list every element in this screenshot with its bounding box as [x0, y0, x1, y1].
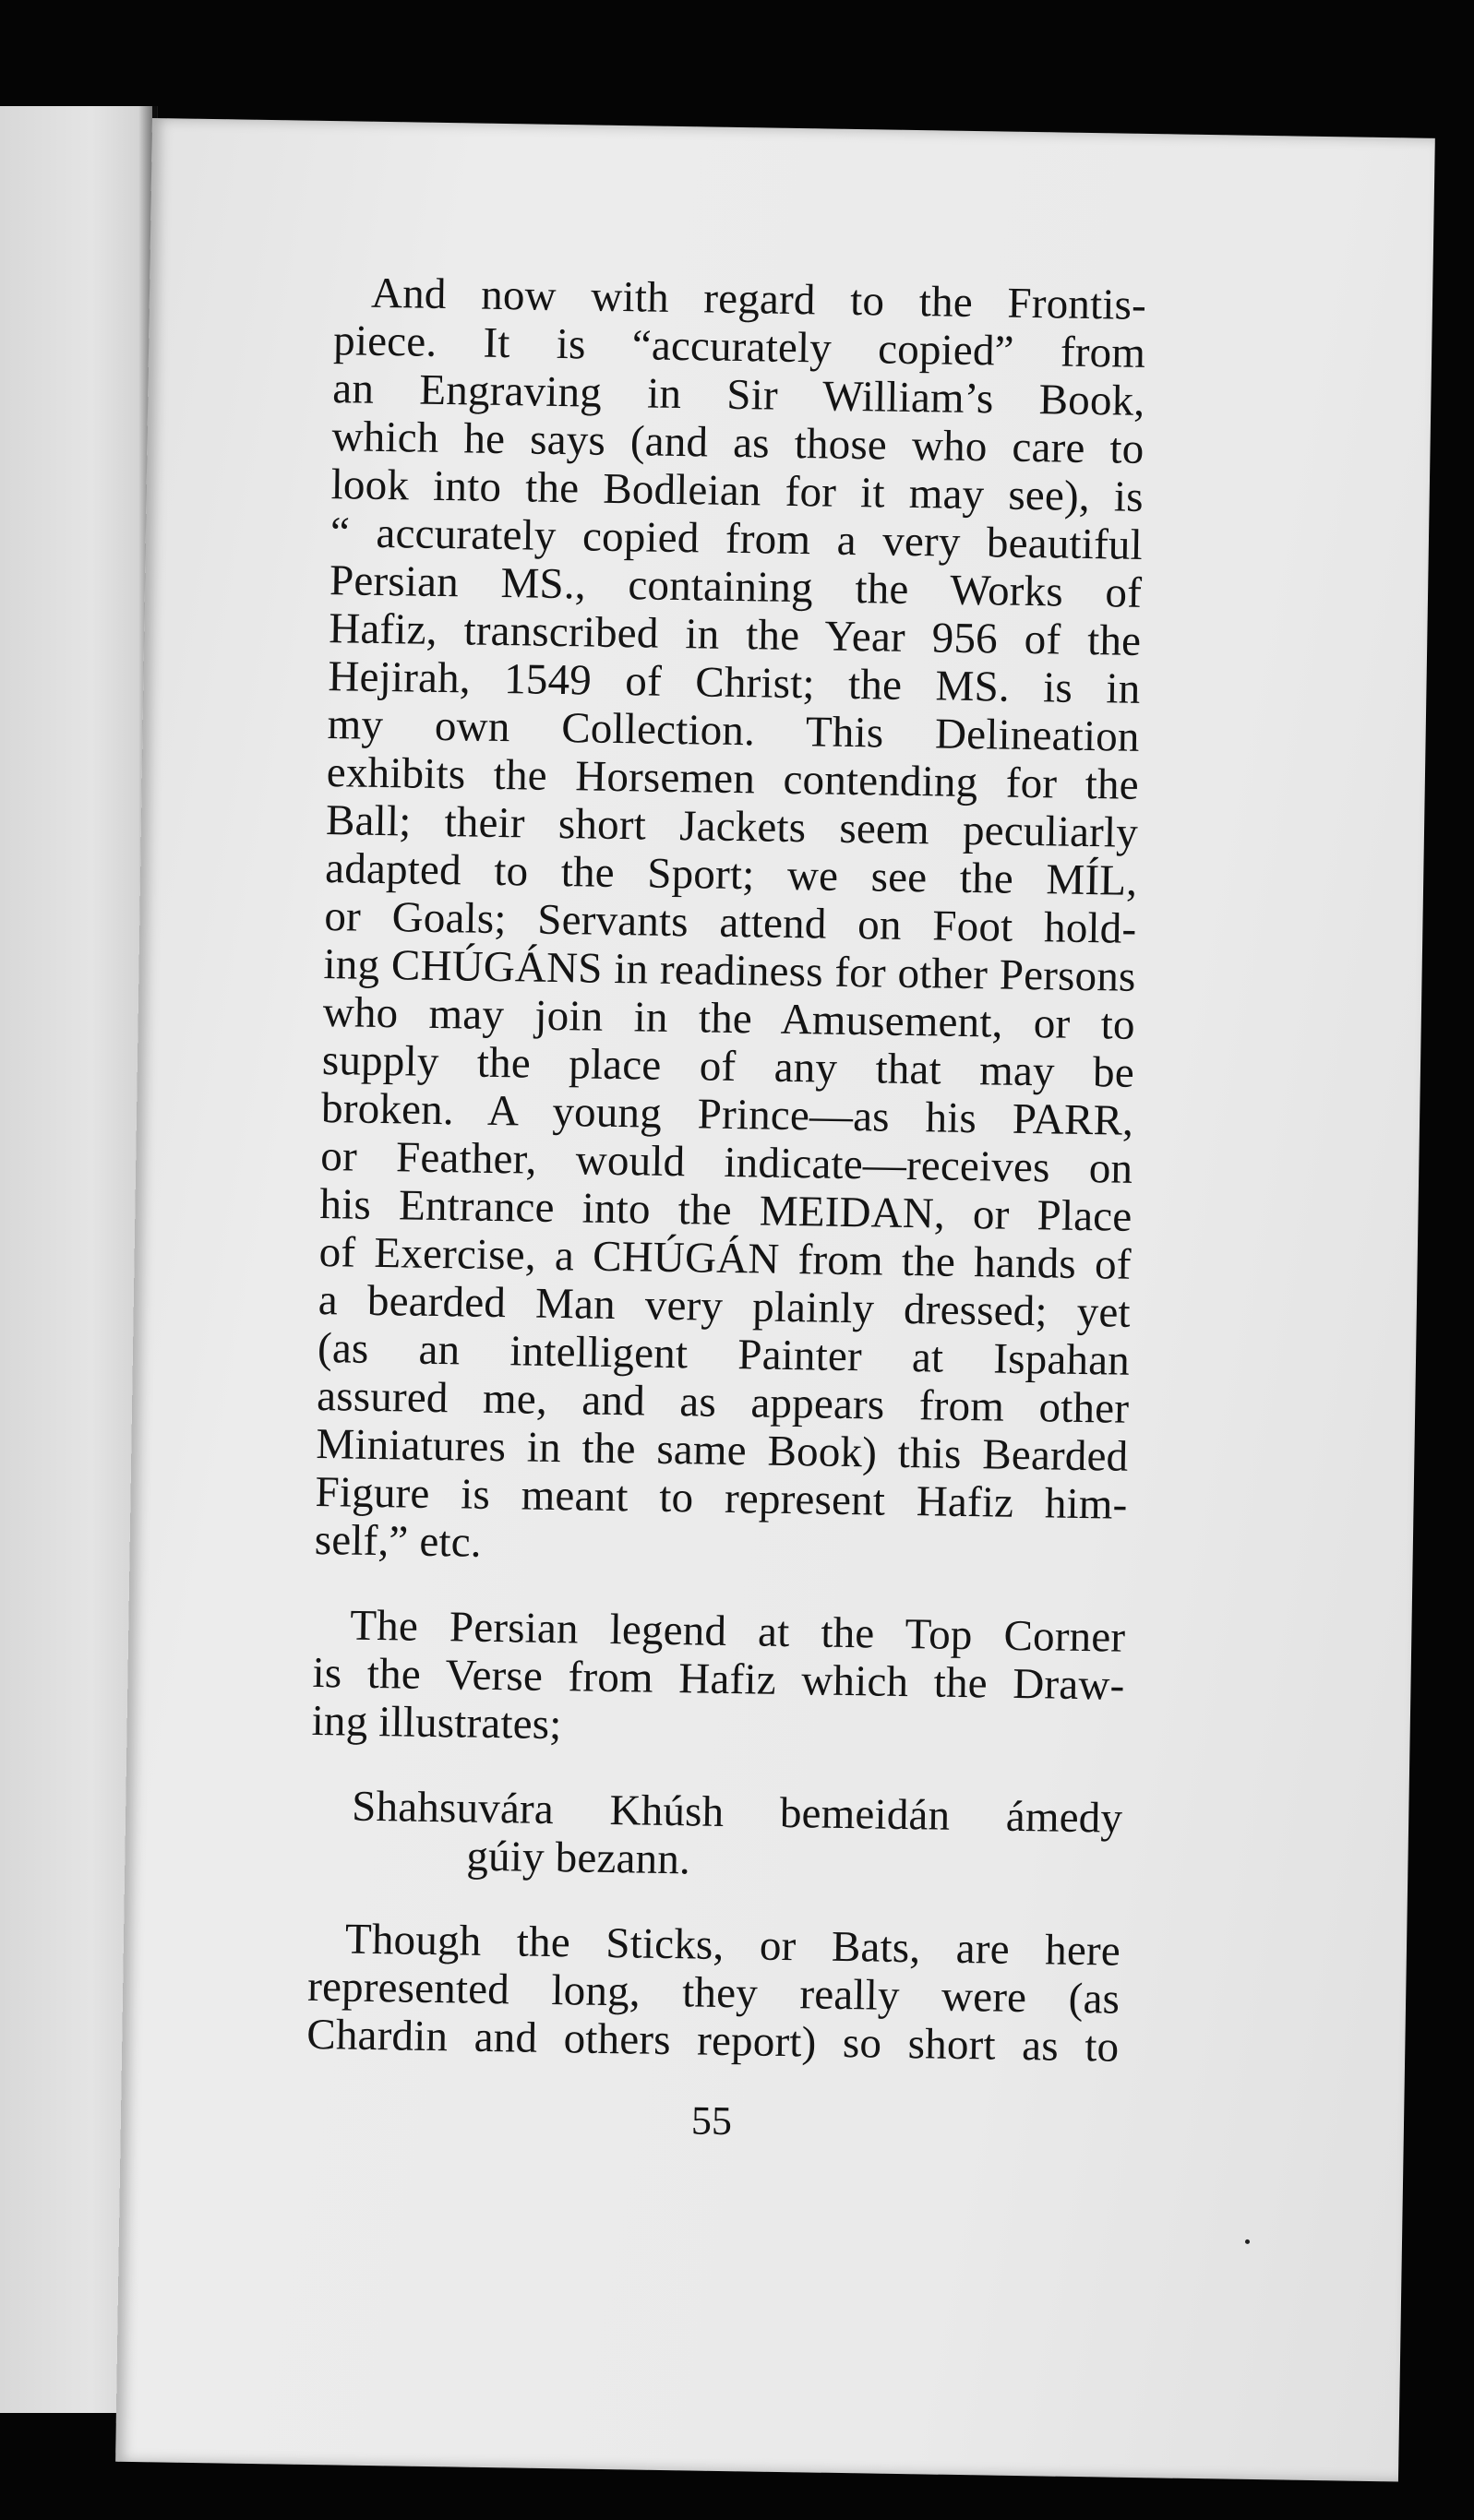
text-line: ing illustrates;	[311, 1696, 562, 1750]
text-line: his Entrance into the MEIDAN, or Place	[319, 1179, 1132, 1241]
paragraph-persian-legend	[311, 1601, 1125, 1758]
text-line: is the Verse from Hafiz which the Draw-	[312, 1648, 1125, 1710]
page-text	[306, 269, 1146, 2072]
text-line: Hafiz, transcribed in the Year 956 of the	[328, 604, 1142, 665]
text-line: which he says (and as those who care to	[331, 412, 1144, 473]
text-line: who may join in the Amusement, or to	[322, 988, 1136, 1049]
text-line: supply the place of any that may be	[321, 1036, 1135, 1097]
verse-line: gúiy bezann.	[466, 1832, 691, 1884]
text-line: (as an intelligent Painter at Ispahan	[317, 1323, 1131, 1385]
text-line: broken. A young Prince—as his PARR,	[320, 1084, 1134, 1145]
text-line: of Exercise, a CHÚGÁN from the hands of	[318, 1227, 1132, 1289]
text-line: And now with regard to the Frontis-	[370, 269, 1147, 329]
text-line: assured me, and as appears from other	[316, 1371, 1130, 1433]
text-line: an Engraving in Sir William’s Book,	[332, 364, 1145, 425]
text-line: Persian MS., containing the Works of	[329, 556, 1143, 617]
text-line: my own Collection. This Delineation	[327, 700, 1141, 761]
text-line: The Persian legend at the Top Corner	[349, 1601, 1126, 1662]
text-line: represented long, they really were (as	[306, 1962, 1120, 2024]
text-line: “ accurately copied from a very beautiful	[330, 508, 1144, 569]
text-line: adapted to the Sport; we see the MÍL,	[324, 844, 1138, 905]
book-page	[115, 118, 1435, 2482]
text-line: or Feather, would indicate—receives on	[319, 1132, 1133, 1193]
paragraph-frontispiece	[314, 269, 1146, 1577]
text-line: Though the Sticks, or Bats, are here	[344, 1915, 1121, 1976]
text-line: or Goals; Servants attend on Foot hold-	[324, 892, 1137, 953]
verse-line: Shahsuvára Khúsh bemeidán ámedy	[351, 1782, 1123, 1843]
text-line: Figure is meant to represent Hafiz him-	[315, 1467, 1128, 1529]
text-line: look into the Bodleian for it may see), is	[330, 460, 1144, 521]
text-line: Miniatures in the same Book) this Bearded	[316, 1419, 1129, 1481]
text-line: piece. It is “accurately copied” from	[332, 316, 1146, 377]
page-number: 55	[690, 2097, 733, 2144]
text-line: exhibits the Horsemen contending for the	[326, 748, 1140, 809]
paper-speck	[1245, 2239, 1250, 2244]
text-line: Chardin and others report) so short as to	[306, 2010, 1120, 2072]
text-line: Ball; their short Jackets seem peculiarly	[325, 796, 1139, 857]
text-line: ing CHÚGÁNS in readiness for other Persons	[323, 940, 1136, 1001]
verse-quotation	[309, 1782, 1123, 1891]
paragraph-sticks	[306, 1915, 1120, 2072]
text-line: Hejirah, 1549 of Christ; the MS. is in	[328, 652, 1141, 713]
text-line: self,” etc.	[314, 1515, 483, 1567]
text-line: a bearded Man very plainly dressed; yet	[318, 1275, 1132, 1337]
